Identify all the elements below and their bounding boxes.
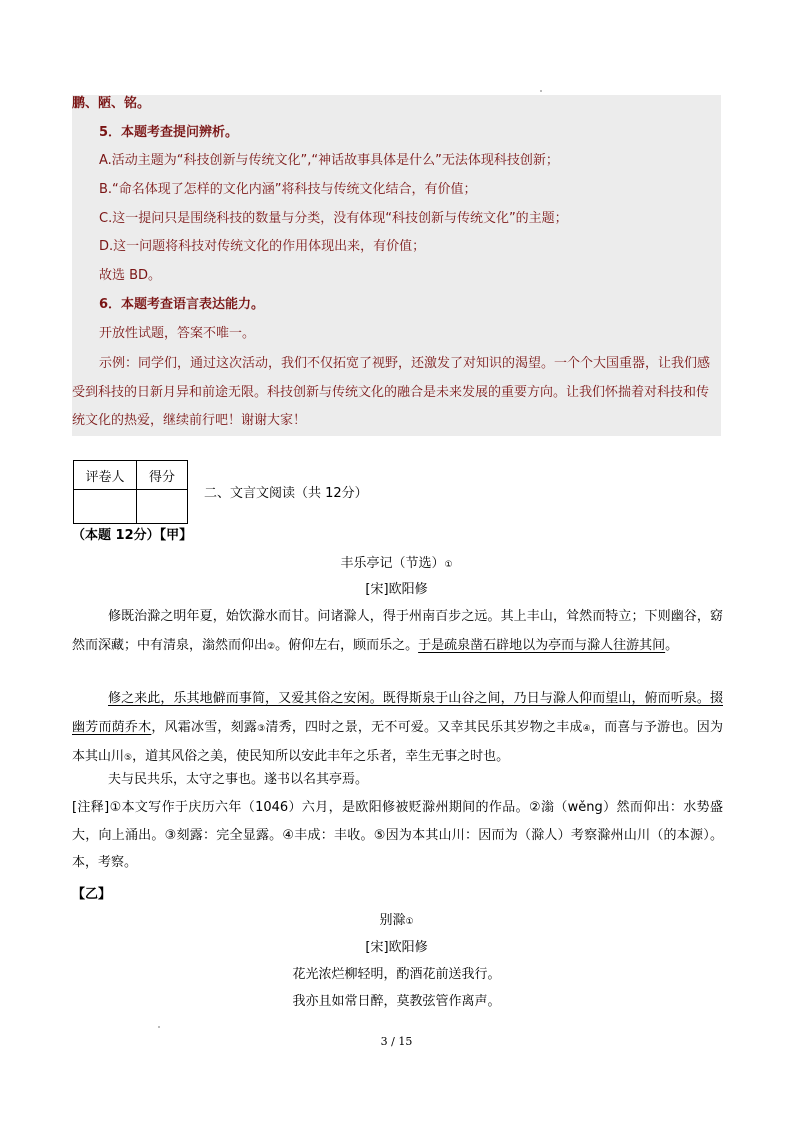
- score-table-score-header: 得分: [137, 461, 188, 490]
- q5-option-a: A.活动主题为“科技创新与传统文化”,“神话故事具体是什么”无法体现科技创新；: [99, 153, 559, 168]
- score-table-grader-header: 评卷人: [74, 461, 137, 490]
- jia-title: 丰乐亭记（节选）①: [340, 556, 453, 571]
- q5-option-b: B.“命名体现了怎样的文化内涵”将科技与传统文化结合，有价值；: [99, 182, 477, 197]
- yi-poem-line-1: 花光浓烂柳轻明，酌酒花前送我行。: [292, 967, 501, 982]
- q6-title: 6．本题考查语言表达能力。: [99, 297, 265, 312]
- q5-option-d: D.这一问题将科技对传统文化的作用体现出来，有价值；: [99, 239, 426, 254]
- yi-poem-line-2: 我亦且如常日醉，莫教弦管作离声。: [292, 994, 501, 1009]
- jia-annotation: [注释]①本文写作于庆历六年（1046）六月，是欧阳修被贬滁州期间的作品。②滃（wěng）然而仰出：水势盛大，向上涌出。③刻露：完全显露。④丰成：丰收。⑤因为本其山川：因而为（滁人）考察滁州山川（的本源）。本，考察。: [72, 800, 723, 870]
- jia-underlined-sentence-3: 掇幽芳而荫乔木: [72, 691, 723, 735]
- score-table-grader-cell: [74, 490, 137, 524]
- yi-author: [宋]欧阳修: [365, 940, 428, 955]
- jia-underlined-sentence-2: 修之来此，乐其地僻而事简，又爱其俗之安闲。既得斯泉于山谷之间，乃日与滁人仰而望山，俯而听泉。: [108, 691, 710, 706]
- score-table-score-cell: [137, 490, 188, 524]
- section-title: 二、文言文阅读（共 12分）: [204, 486, 368, 501]
- jia-paragraph-3: 夫与民共乐，太守之事也。遂书以名其亭焉。: [108, 772, 369, 787]
- scan-dot: [158, 1026, 160, 1028]
- q5-answer: 故选 BD。: [99, 268, 162, 283]
- q6-open-note: 开放性试题，答案不唯一。: [99, 326, 256, 341]
- section-subtitle: （本题 12分）【甲】: [72, 528, 193, 543]
- jia-paragraph-1: 修既治滁之明年夏，始饮滁水而甘。问诸滁人，得于州南百步之远。其上丰山，耸然而特立；下则幽谷，窈然而深藏；中有清泉，滃然而仰出②。俯仰左右，顾而乐之。于是疏泉凿石辟地以为亭而与滁人往游其间。: [72, 609, 723, 653]
- jia-paragraph-2: 修之来此，乐其地僻而事简，又爱其俗之安闲。既得斯泉于山谷之间，乃日与滁人仰而望山，俯而听泉。掇幽芳而荫乔木，风霜冰雪，刻露③清秀，四时之景，无不可爱。又幸其民乐其岁物之丰成④，而喜与予游也。因为本其山川⑤，道其风俗之美，使民知所以安此丰年之乐者，幸生无事之时也。: [72, 691, 723, 764]
- page-number: 3 / 15: [380, 1035, 413, 1048]
- q5-title: 5．本题考查提问辨析。: [99, 125, 239, 140]
- scan-dot: [540, 90, 542, 92]
- score-table: [73, 460, 188, 524]
- jia-author: [宋]欧阳修: [365, 582, 428, 597]
- jia-underlined-sentence-1: 于是疏泉凿石辟地以为亭而与滁人往游其间: [418, 637, 666, 653]
- answer-line-0: 鹏、陋、铭。: [72, 96, 151, 111]
- q6-example: 示例：同学们，通过这次活动，我们不仅拓宽了视野，还激发了对知识的渴望。一个个大国重器，让我们感受到科技的日新月异和前途无限。科技创新与传统文化的融合是未来发展的重要方向。让我们怀揣着对科技和传统文化的热爱，继续前行吧！谢谢大家！: [72, 356, 711, 429]
- yi-label: 【乙】: [72, 887, 112, 902]
- yi-title: 别滁①: [379, 913, 414, 928]
- q5-option-c: C.这一提问只是围绕科技的数量与分类，没有体现“科技创新与传统文化”的主题；: [99, 211, 568, 226]
